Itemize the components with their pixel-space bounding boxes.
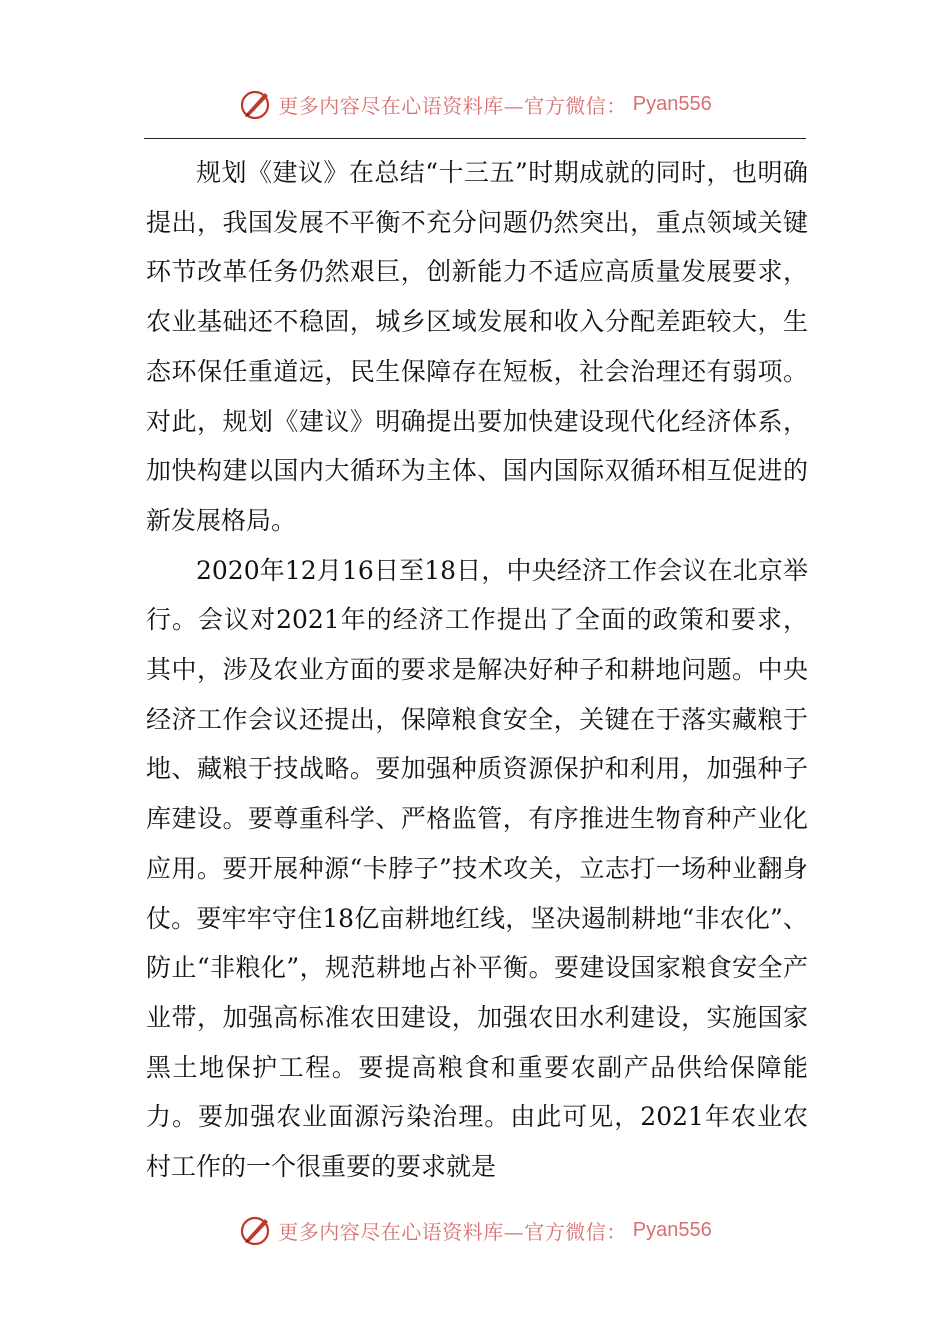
watermark-text: 更多内容尽在心语资料库—官方微信：: [278, 93, 627, 118]
watermark-handle: Pyan556: [632, 92, 712, 115]
pen-logo-icon: [238, 86, 274, 122]
watermark-text: 更多内容尽在心语资料库—官方微信：: [278, 1219, 627, 1244]
document-body: [146, 148, 808, 1192]
paragraph-1: 规划《建议》在总结“十三五”时期成就的同时，也明确提出，我国发展不平衡不充分问题仍然突出，重点领域关键环节改革任务仍然艰巨，创新能力不适应高质量发展要求，农业基础还不稳固，城乡区域发展和收入分配差距较大，生态环保任重道远，民生保障存在短板，社会治理还有弱项。对此，规划《建议》明确提出要加快建设现代化经济体系，加快构建以国内大循环为主体、国内国际双循环相互促进的新发展格局。: [146, 158, 808, 535]
paragraph-2: 2020年12月16日至18日，中央经济工作会议在北京举行。会议对2021年的经济工作提出了全面的政策和要求，其中，涉及农业方面的要求是解决好种子和耕地问题。中央经济工作会议还提出，保障粮食安全，关键在于落实藏粮于地、藏粮于技战略。要加强种质资源保护和利用，加强种子库建设。要尊重科学、严格监管，有序推进生物育种产业化应用。要开展种源“卡脖子”技术攻关，立志打一场种业翻身仗。要牢牢守住18亿亩耕地红线，坚决遏制耕地“非农化”、防止“非粮化”，规范耕地占补平衡。要建设国家粮食安全产业带，加强高标准农田建设，加强农田水利建设，实施国家黑土地保护工程。要提高粮食和重要农副产品供给保障能力。要加强农业面源污染治理。由此可见，2021年农业农村工作的一个很重要的要求就是: [146, 555, 808, 1182]
watermark-handle: Pyan556: [632, 1218, 712, 1241]
pen-logo-icon: [238, 1212, 274, 1248]
header-divider: [144, 138, 806, 139]
footer-watermark: [0, 1210, 950, 1250]
header-watermark: [0, 84, 950, 124]
